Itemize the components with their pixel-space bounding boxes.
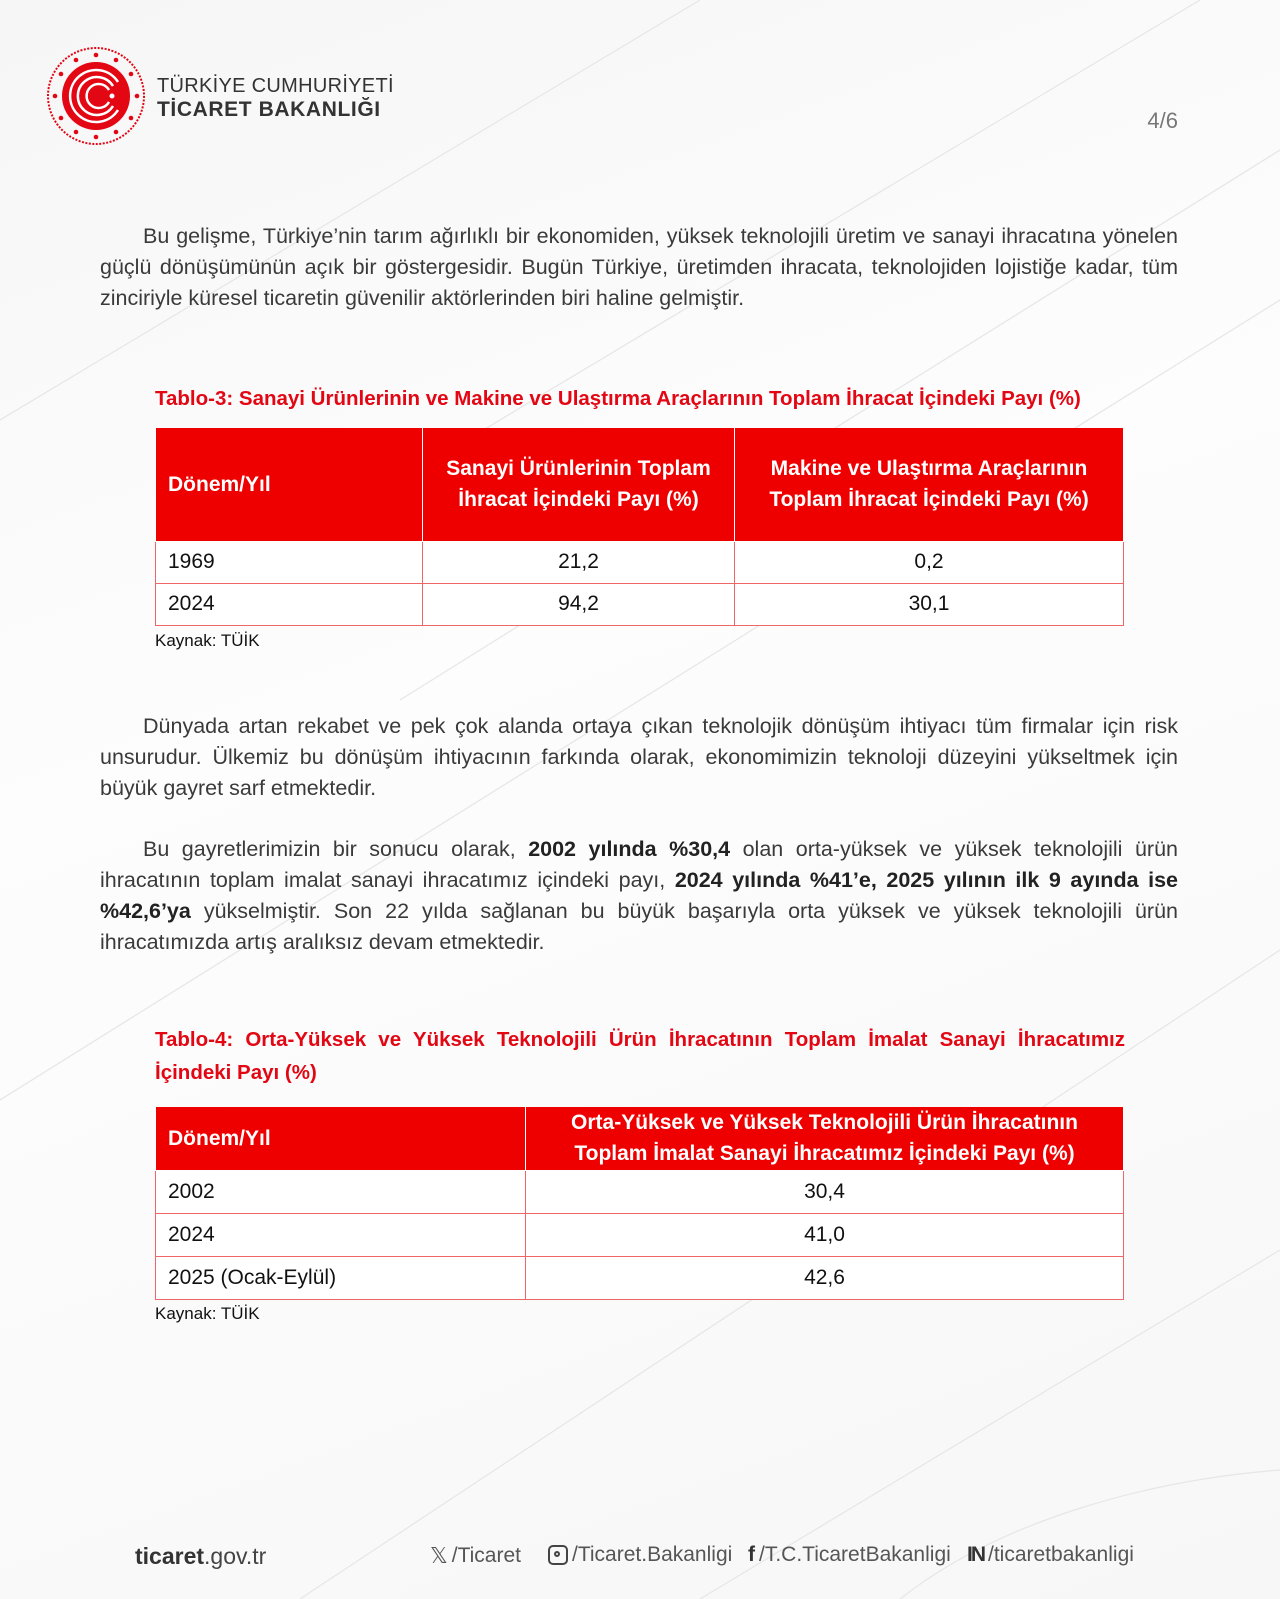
cell: 2025 (Ocak-Eylül) <box>156 1256 526 1299</box>
table4-header-period: Dönem/Yıl <box>156 1107 526 1170</box>
paragraph-2: Dünyada artan rekabet ve pek çok alanda ortaya çıkan teknolojik dönüşüm ihtiyacı tüm firmalar için risk unsurudur. Ülkemiz bu dönüşüm ihtiyacının farkında olarak, ekonomimizin teknoloji düzeyini yükseltmek için büyük gayret sarf etmektedir. <box>100 714 1178 800</box>
organization-name <box>157 74 394 122</box>
org-line-2: TİCARET BAKANLIĞI <box>157 98 381 121</box>
table-row <box>156 1213 1124 1256</box>
table-row <box>156 583 1124 625</box>
social-x[interactable] <box>430 1543 521 1569</box>
cell: 1969 <box>156 541 423 583</box>
table-row <box>156 1256 1124 1299</box>
social-instagram[interactable] <box>548 1543 732 1567</box>
table3-header-machinery: Makine ve Ulaştırma Araçlarının Toplam İhracat İçindeki Payı (%) <box>735 428 1124 541</box>
cell: 2024 <box>156 583 423 625</box>
social-label: /ticaretbakanligi <box>988 1543 1134 1566</box>
table-row <box>156 541 1124 583</box>
text: olan orta-yüksek ve yüksek teknolojili ürün ihracatının toplam imalat sanayi ihracatımız içindeki payı, <box>100 837 1178 892</box>
table4-header-share: Orta-Yüksek ve Yüksek Teknolojili Ürün İhracatının Toplam İmalat Sanayi İhracatımız İçindeki Payı (%) <box>526 1107 1124 1170</box>
cell: 30,4 <box>526 1170 1124 1213</box>
text: yükselmiştir. Son 22 yılda sağlanan bu büyük başarıyla orta yüksek ve yüksek teknolojili ürün ihracatımızda artış aralıksız devam etmektedir. <box>100 899 1178 954</box>
site-rest: .gov.tr <box>204 1543 267 1569</box>
table3-caption: Tablo-3: Sanayi Ürünlerinin ve Makine ve Ulaştırma Araçlarının Toplam İhracat İçindeki Payı (%) <box>155 387 1081 410</box>
table4-source: Kaynak: TÜİK <box>155 1304 260 1323</box>
cell: 42,6 <box>526 1256 1124 1299</box>
instagram-icon <box>548 1545 568 1565</box>
highlight: 2024 yılında %41’e, 2025 yılının ilk 9 ayında ise %42,6’ya <box>100 868 1178 923</box>
table3-source: Kaynak: TÜİK <box>155 631 260 650</box>
cell: 94,2 <box>423 583 735 625</box>
table3-header-period: Dönem/Yıl <box>156 428 423 541</box>
social-label: /T.C.TicaretBakanligi <box>759 1543 951 1566</box>
x-icon: 𝕏 <box>430 1543 448 1568</box>
nsosyal-icon: IN <box>967 1543 984 1566</box>
facebook-icon: f <box>748 1543 755 1566</box>
cell: 2002 <box>156 1170 526 1213</box>
ministry-logo <box>46 46 146 146</box>
site-bold: ticaret <box>135 1543 205 1569</box>
paragraph-1: Bu gelişme, Türkiye’nin tarım ağırlıklı bir ekonomiden, yüksek teknolojili üretim ve sanayi ihracatına yönelen güçlü dönüşümünün açık bir göstergesidir. Bugün Türkiye, üretimden ihracata, teknolojiden lojistiğe kadar, tüm zinciriyle küresel ticaretin güvenilir aktörlerinden biri haline gelmiştir. <box>100 224 1178 310</box>
paragraph-3 <box>100 834 1178 958</box>
page-number: 4/6 <box>1147 108 1178 133</box>
highlight: 2002 yılında %30,4 <box>528 837 731 861</box>
website-link[interactable] <box>135 1543 266 1570</box>
cell: 41,0 <box>526 1213 1124 1256</box>
cell: 2024 <box>156 1213 526 1256</box>
table3 <box>155 428 1124 626</box>
social-facebook[interactable] <box>748 1543 951 1567</box>
table4 <box>155 1107 1124 1300</box>
cell: 30,1 <box>735 583 1124 625</box>
social-label: /Ticaret <box>451 1544 521 1567</box>
cell: 21,2 <box>423 541 735 583</box>
table4-caption: Tablo-4: Orta-Yüksek ve Yüksek Teknolojili Ürün İhracatının Toplam İmalat Sanayi İhracatımız İçindeki Payı (%) <box>155 1028 1125 1084</box>
table3-header-industry: Sanayi Ürünlerinin Toplam İhracat İçindeki Payı (%) <box>423 428 735 541</box>
cell: 0,2 <box>735 541 1124 583</box>
text: Bu gayretlerimizin bir sonucu olarak, <box>143 837 529 861</box>
table-row <box>156 1170 1124 1213</box>
social-label: /Ticaret.Bakanligi <box>572 1543 733 1566</box>
org-line-1: TÜRKİYE CUMHURİYETİ <box>157 75 394 97</box>
social-nsosyal[interactable] <box>967 1543 1134 1567</box>
